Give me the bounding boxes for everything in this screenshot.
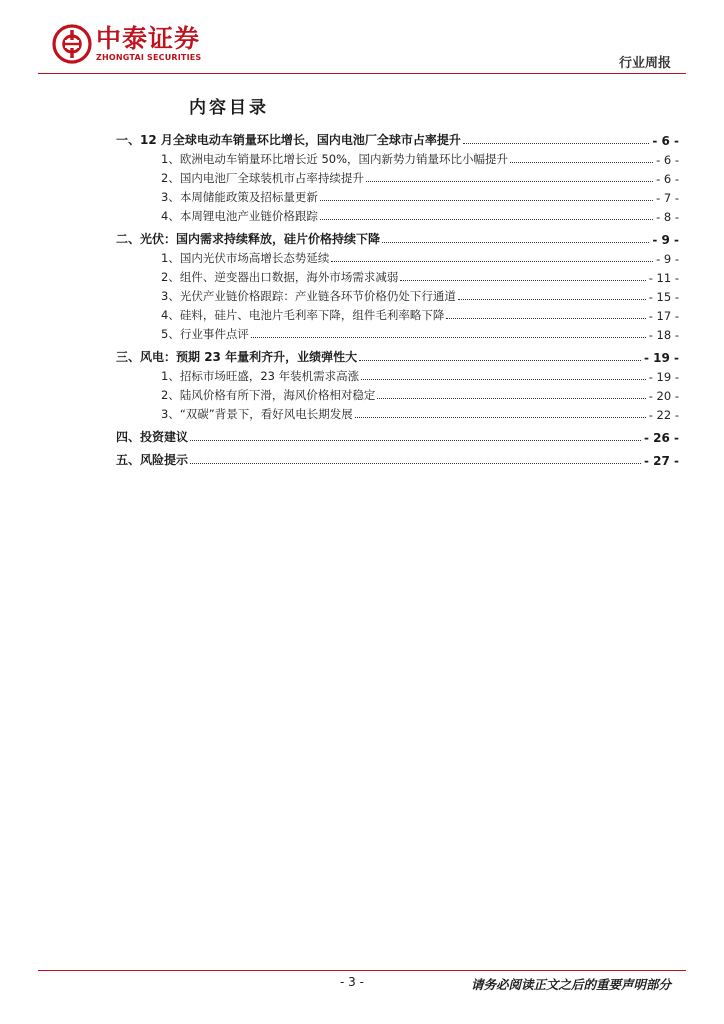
toc-leader-dots bbox=[377, 398, 645, 399]
page-header bbox=[0, 0, 724, 80]
toc-leader-dots bbox=[355, 417, 646, 418]
toc-entry-label: 12 月全球电动车销量环比增长，国内电池厂全球市占率提升 bbox=[140, 133, 461, 147]
toc-entry-label: “双碳”背景下，看好风电长期发展 bbox=[179, 407, 353, 421]
toc-leader-dots bbox=[190, 463, 641, 464]
toc-entry-label: 招标市场旺盛，23 年装机需求高涨 bbox=[179, 369, 360, 383]
toc-entry-label: 行业事件点评 bbox=[179, 327, 249, 341]
toc-entry-number: 3、 bbox=[161, 407, 180, 421]
toc-section-entry[interactable] bbox=[116, 346, 679, 365]
toc-entry-number: 三、 bbox=[116, 350, 141, 364]
toc-leader-dots bbox=[458, 299, 646, 300]
toc-leader-dots bbox=[190, 440, 641, 441]
toc-entry-label: 光伏产业链价格跟踪：产业链各环节价格仍处下行通道 bbox=[179, 289, 456, 303]
toc-entry-page: - 22 - bbox=[648, 408, 679, 422]
toc-entry-number: 一、 bbox=[116, 133, 141, 147]
toc-leader-dots bbox=[320, 219, 653, 220]
toc-entry-number: 2、 bbox=[161, 388, 180, 402]
toc-entry-label: 国内电池厂全球装机市占率持续提升 bbox=[179, 171, 364, 185]
toc-leader-dots bbox=[382, 242, 649, 243]
toc-entry-label: 风电：预期 23 年量利齐升，业绩弹性大 bbox=[140, 350, 358, 364]
toc-entry-label: 硅料，硅片、电池片毛利率下降，组件毛利率略下降 bbox=[179, 308, 445, 322]
toc-leader-dots bbox=[320, 200, 653, 201]
toc-subsection-entry[interactable] bbox=[116, 365, 679, 384]
brand-name-cn: 中泰证券 bbox=[96, 24, 201, 53]
toc-leader-dots bbox=[331, 261, 653, 262]
toc-entry-label: 国内光伏市场高增长态势延续 bbox=[179, 251, 330, 265]
toc-entry-page: - 8 - bbox=[656, 210, 679, 224]
toc-leader-dots bbox=[446, 318, 645, 319]
toc-subsection-entry[interactable] bbox=[116, 266, 679, 285]
toc-subsection-entry[interactable] bbox=[116, 323, 679, 342]
toc-entry-label: 组件、逆变器出口数据，海外市场需求减弱 bbox=[179, 270, 399, 284]
toc-entry-number: 3、 bbox=[161, 190, 180, 204]
toc-entry-number: 4、 bbox=[161, 209, 180, 223]
toc-section-entry[interactable] bbox=[116, 228, 679, 247]
toc-subsection-entry[interactable] bbox=[116, 148, 679, 167]
toc-leader-dots bbox=[366, 181, 653, 182]
toc-subsection-entry[interactable] bbox=[116, 205, 679, 224]
toc-entry-number: 4、 bbox=[161, 308, 180, 322]
toc-entry-number: 1、 bbox=[161, 251, 180, 265]
toc-leader-dots bbox=[251, 337, 646, 338]
toc-entry-page: - 17 - bbox=[648, 309, 679, 323]
toc-subsection-entry[interactable] bbox=[116, 384, 679, 403]
toc-entry-number: 2、 bbox=[161, 270, 180, 284]
toc-section-entry[interactable] bbox=[116, 129, 679, 148]
toc-entry-page: - 19 - bbox=[648, 370, 679, 384]
logo-wordmark bbox=[96, 25, 201, 63]
toc-subsection-entry[interactable] bbox=[116, 403, 679, 422]
toc-entry-number: 四、 bbox=[116, 430, 141, 444]
toc-entry-number: 1、 bbox=[161, 369, 180, 383]
toc-leader-dots bbox=[463, 143, 649, 144]
toc-entry-number: 3、 bbox=[161, 289, 180, 303]
toc-leader-dots bbox=[400, 280, 645, 281]
toc-section-entry[interactable] bbox=[116, 426, 679, 445]
toc-entry-label: 风险提示 bbox=[140, 453, 189, 467]
toc-entry-page: - 6 - bbox=[656, 172, 679, 186]
toc-subsection-entry[interactable] bbox=[116, 304, 679, 323]
table-of-contents bbox=[116, 129, 679, 468]
toc-leader-dots bbox=[510, 162, 653, 163]
toc-subsection-entry[interactable] bbox=[116, 285, 679, 304]
toc-subsection-entry[interactable] bbox=[116, 167, 679, 186]
toc-title: 内容目录 bbox=[189, 98, 269, 118]
toc-entry-number: 1、 bbox=[161, 152, 180, 166]
toc-entry-label: 光伏：国内需求持续释放，硅片价格持续下降 bbox=[140, 232, 381, 246]
toc-entry-number: 2、 bbox=[161, 171, 180, 185]
header-divider bbox=[38, 73, 686, 74]
toc-leader-dots bbox=[359, 360, 641, 361]
toc-entry-label: 本周储能政策及招标量更新 bbox=[179, 190, 318, 204]
toc-entry-label: 投资建议 bbox=[140, 430, 189, 444]
toc-entry-number: 五、 bbox=[116, 453, 141, 467]
toc-entry-page: - 11 - bbox=[648, 271, 679, 285]
toc-entry-page: - 9 - bbox=[656, 252, 679, 266]
toc-subsection-entry[interactable] bbox=[116, 186, 679, 205]
toc-entry-page: - 20 - bbox=[648, 389, 679, 403]
toc-entry-page: - 6 - bbox=[656, 153, 679, 167]
toc-entry-label: 欧洲电动车销量环比增长近 50%，国内新势力销量环比小幅提升 bbox=[179, 152, 509, 166]
toc-entry-page: - 6 - bbox=[652, 134, 679, 148]
toc-entry-label: 陆风价格有所下滑，海风价格相对稳定 bbox=[179, 388, 376, 402]
toc-entry-page: - 7 - bbox=[656, 191, 679, 205]
toc-entry-label: 本周锂电池产业链价格跟踪 bbox=[179, 209, 318, 223]
toc-subsection-entry[interactable] bbox=[116, 247, 679, 266]
page-number: - 3 - bbox=[340, 975, 364, 989]
toc-entry-page: - 26 - bbox=[643, 431, 679, 445]
toc-entry-number: 5、 bbox=[161, 327, 180, 341]
company-logo bbox=[52, 24, 201, 64]
brand-name-en: ZHONGTAI SECURITIES bbox=[96, 53, 202, 62]
report-type-label: 行业周报 bbox=[618, 56, 671, 71]
toc-entry-page: - 15 - bbox=[648, 290, 679, 304]
footer-divider bbox=[38, 970, 686, 971]
toc-section-entry[interactable] bbox=[116, 449, 679, 468]
disclaimer-text: 请务必阅读正文之后的重要声明部分 bbox=[470, 977, 671, 992]
toc-entry-page: - 19 - bbox=[643, 351, 679, 365]
toc-entry-page: - 27 - bbox=[643, 454, 679, 468]
toc-leader-dots bbox=[361, 379, 646, 380]
zhongtai-logo-icon bbox=[52, 24, 92, 64]
toc-entry-page: - 18 - bbox=[648, 328, 679, 342]
toc-entry-page: - 9 - bbox=[652, 233, 679, 247]
toc-entry-number: 二、 bbox=[116, 232, 141, 246]
